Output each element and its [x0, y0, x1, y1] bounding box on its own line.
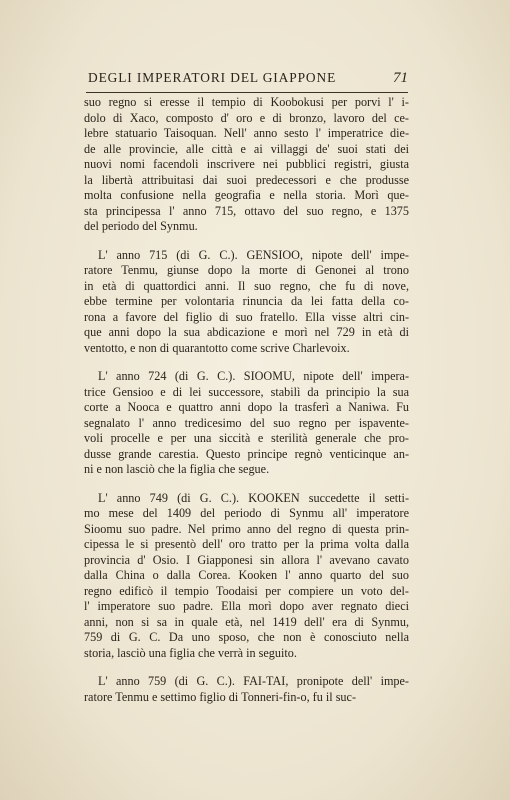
paragraph: [84, 674, 409, 705]
running-title: DEGLI IMPERATORI DEL GIAPPONE: [88, 70, 337, 85]
text-line: suo regno si eresse il tempio di Koobokusi per porvi l' i-: [84, 95, 409, 109]
text-line: trice Gensioo e di lei successore, stabilì da principio la sua: [84, 384, 409, 399]
text-line: corte a Nooca e quattro anni dopo la trasferì a Naniwa. Fu: [84, 400, 409, 414]
paragraph: [84, 95, 409, 235]
text-line: dalla China o dalla Corea. Kooken l' anno quarto del suo: [84, 568, 409, 582]
body-text: [84, 95, 409, 718]
text-line: cipessa le si presentò dell' oro tratto per la prima volta dalla: [84, 537, 409, 551]
text-line: provincia d' Osio. I Giapponesi sin allora l' avevano cavato: [84, 552, 409, 567]
paragraph: [84, 248, 409, 357]
text-line: L' anno 724 (di G. C.). SIOOMU, nipote dell' impera-: [98, 369, 409, 383]
text-line: voli procelle e per una siccità e sterilità generale che pro-: [84, 431, 409, 445]
text-line: 759 di G. C. Da uno sposo, che non è conosciuto nella: [84, 630, 409, 644]
text-line: L' anno 749 (di G. C.). KOOKEN succedette il setti-: [98, 490, 409, 505]
text-line: ratore Tenmu, giunse dopo la morte di Genonei al trono: [84, 263, 409, 277]
text-line: ni e non lasciò che la figlia che segue.: [84, 462, 270, 476]
text-line: dolo di Xaco, composto d' oro e di bronzo, lavoro del ce-: [84, 110, 409, 125]
text-line: que anni dopo la sua abdicazione e morì nel 729 in età di: [84, 325, 409, 339]
header-rule: [86, 92, 408, 93]
text-line: de alle provincie, alle città e ai villaggi de' suoi stati dei: [84, 141, 409, 156]
text-line: sta principessa l' anno 715, ottavo del suo regno, e 1375: [84, 203, 409, 218]
text-line: ratore Tenmu e settimo figlio di Tonneri-fin-o, fu il suc-: [84, 689, 356, 704]
text-line: rona a favore del figlio di suo fratello. Ella visse altri cin-: [84, 309, 409, 324]
text-line: molta confusione nella geografia e nella storia. Morì que-: [84, 188, 409, 202]
text-line: l' imperatore suo padre. Ella morì dopo aver regnato dieci: [84, 599, 409, 613]
text-line: del periodo del Synmu.: [84, 219, 198, 233]
text-line: in età di quattordici anni. Il suo regno, che fu di nove,: [84, 278, 409, 293]
text-line: regno edificò il tempio Toodaisi per compiere un voto del-: [84, 583, 409, 598]
text-line: L' anno 715 (di G. C.). GENSIOO, nipote dell' impe-: [98, 247, 409, 262]
text-line: la libertà attribuitasi dai suoi predecessori e che produsse: [84, 172, 409, 187]
text-line: segnalato l' anno tredicesimo del suo regno per ispavente-: [84, 415, 409, 430]
text-line: anni, non si sa in quale età, nel 1419 dell' era di Synmu,: [84, 614, 409, 629]
page-number: 71: [393, 70, 408, 86]
text-line: lebre statuario Taisoquan. Nell' anno sesto l' imperatrice die-: [84, 126, 409, 140]
paragraph: [84, 491, 409, 662]
text-line: mo mese del 1409 del periodo di Synmu all' imperatore: [84, 506, 409, 520]
paragraph: [84, 369, 409, 478]
text-line: ventotto, e non di quarantotto come scrive Charlevoix.: [84, 340, 350, 355]
text-line: storia, lasciò una figlia che verrà in seguito.: [84, 645, 297, 660]
text-line: L' anno 759 (di G. C.). FAI-TAI, pronipote dell' impe-: [98, 674, 409, 688]
page-header: [88, 70, 408, 87]
text-line: Sioomu suo padre. Nel primo anno del regno di questa prin-: [84, 521, 409, 536]
text-line: ebbe termine per volontaria rinuncia da lei fatta della co-: [84, 294, 409, 308]
text-line: nuovi nomi facendoli inscrivere nei pubblici registri, giusta: [84, 157, 409, 171]
text-line: dusse grande carestia. Questo principe regnò venticinque an-: [84, 446, 409, 461]
